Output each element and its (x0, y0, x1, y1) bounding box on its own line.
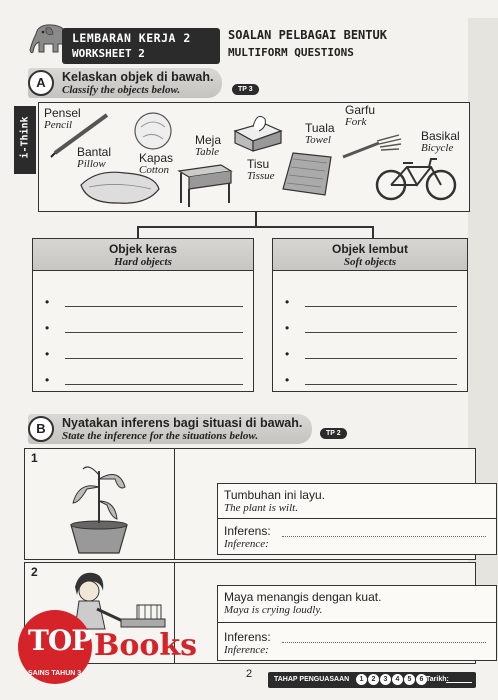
towel-icon (279, 149, 339, 199)
worksheet-title-en: WORKSHEET 2 (72, 47, 145, 60)
soft-answer-line-1[interactable]: • (285, 293, 457, 307)
hard-answer-line-1[interactable]: • (45, 293, 243, 307)
page-number: 2 (246, 668, 253, 680)
soft-objects-box (272, 238, 468, 392)
level-5[interactable]: 5 (404, 674, 415, 685)
inference-answer-line-1[interactable] (282, 536, 486, 537)
level-3[interactable]: 3 (380, 674, 391, 685)
tree-line-left (137, 226, 139, 238)
inference-panel-1 (24, 448, 476, 560)
tp3-badge: TP 3 (232, 84, 259, 95)
mastery-level-label: TAHAP PENGUASAAN (274, 676, 350, 683)
inference-label-1: Inferens: Inference: (224, 524, 271, 550)
date-field[interactable] (446, 682, 472, 683)
hard-answer-line-2[interactable]: • (45, 319, 243, 333)
mastery-level-circles (356, 674, 428, 685)
hard-answer-line-3[interactable]: • (45, 345, 243, 359)
inference-answer-line-2[interactable] (282, 642, 486, 643)
item-number-1: 1 (31, 451, 38, 465)
worksheet-subtitle-ms: SOALAN PELBAGAI BENTUK (228, 28, 387, 42)
soft-objects-header: Objek lembut Soft objects (273, 239, 467, 271)
inference-answer-box-1 (217, 483, 497, 555)
wilted-plant-picture (25, 449, 175, 559)
section-a-title-ms: Kelaskan objek di bawah. (62, 70, 214, 84)
tree-line-vertical (255, 212, 257, 226)
level-6[interactable]: 6 (416, 674, 427, 685)
bicycle-icon (373, 155, 461, 203)
mastery-level-bar (268, 672, 476, 688)
item-number-2: 2 (31, 565, 38, 579)
section-b-title-ms: Nyatakan inferens bagi situasi di bawah. (62, 416, 303, 430)
hard-objects-box (32, 238, 254, 392)
hard-objects-header: Objek keras Hard objects (33, 239, 253, 271)
soft-answer-line-4[interactable]: • (285, 371, 457, 385)
objects-box (38, 102, 470, 212)
observation-1: Tumbuhan ini layu. The plant is wilt. (224, 488, 325, 514)
object-label-fork: Garfu Fork (345, 103, 376, 128)
level-1[interactable]: 1 (356, 674, 367, 685)
section-b-header (28, 414, 312, 444)
cotton-icon (131, 109, 175, 153)
level-2[interactable]: 2 (368, 674, 379, 685)
observation-2: Maya menangis dengan kuat. Maya is crying loudly. (224, 590, 382, 616)
table-icon (175, 161, 235, 209)
worksheet-title-ms: LEMBARAN KERJA 2 (72, 31, 191, 45)
topbooks-logo (10, 608, 198, 688)
soft-answer-line-2[interactable]: • (285, 319, 457, 333)
section-b-title-en: State the inference for the situations below. (62, 430, 259, 442)
section-a-title-en: Classify the objects below. (62, 84, 181, 96)
object-label-pillow: Bantal Pillow (77, 145, 112, 170)
object-label-towel: Tuala Towel (305, 121, 335, 146)
tissue-box-icon (229, 109, 285, 153)
object-label-table: Meja Table (195, 133, 222, 158)
worksheet-title-box (62, 28, 220, 64)
section-b-letter: B (28, 416, 54, 442)
object-label-pencil: Pensel Pencil (44, 106, 81, 131)
tree-line-right (372, 226, 374, 238)
worksheet-subtitle-en: MULTIFORM QUESTIONS (228, 46, 354, 59)
logo-books-text: Books (94, 628, 198, 663)
wilted-plant-icon (49, 457, 149, 557)
hard-answer-line-4[interactable]: • (45, 371, 243, 385)
object-label-tissue: Tisu Tissue (247, 157, 275, 182)
tp2-badge: TP 2 (320, 428, 347, 439)
object-label-bicycle: Basikal Bicycle (421, 129, 460, 154)
tree-line-horizontal (137, 226, 373, 228)
object-label-cotton: Kapas Cotton (139, 151, 174, 176)
logo-subtitle: SAINS TAHUN 3 (28, 670, 82, 677)
section-a-letter: A (28, 70, 54, 96)
logo-top-text: TOP (28, 624, 92, 657)
inference-answer-box-2 (217, 585, 497, 661)
i-think-tab: i-Think (14, 106, 36, 174)
section-a-header (28, 68, 222, 98)
date-label: Tarikh: (426, 676, 449, 683)
soft-answer-line-3[interactable]: • (285, 345, 457, 359)
inference-label-2: Inferens: Inference: (224, 630, 271, 656)
level-4[interactable]: 4 (392, 674, 403, 685)
